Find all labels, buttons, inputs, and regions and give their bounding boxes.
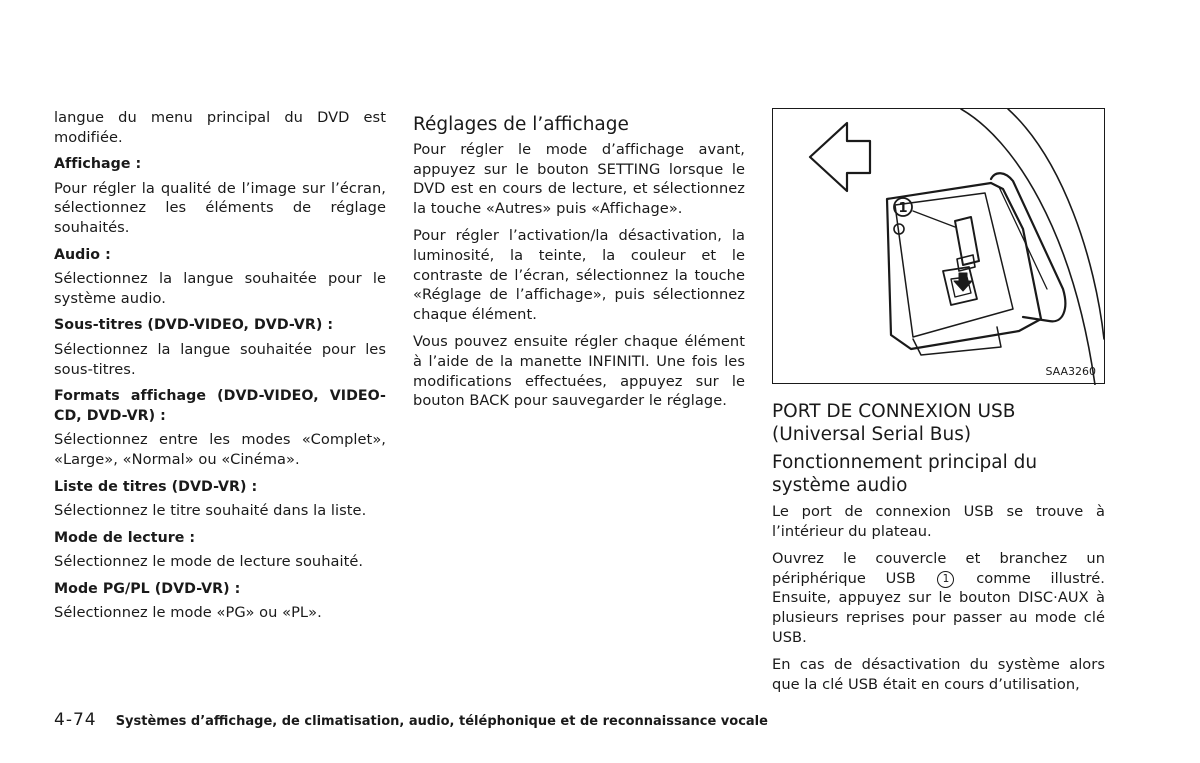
paragraph: Le port de connexion USB se trouve à l’intérieur du plateau.	[772, 503, 1105, 540]
page-footer	[54, 710, 768, 730]
section-text: Pour régler la qualité de l’image sur l’écran, sélectionnez les éléments de réglage souhaités.	[54, 179, 386, 236]
paragraph: Pour régler l’activation/la désactivation, la luminosité, la teinte, la couleur et le contraste de l’écran, sélectionnez la touche «Réglage de l’affichage», puis sélectionnez chaque élément.	[413, 227, 745, 323]
section-label: Audio :	[54, 246, 111, 263]
text-run: comme illustré. Ensuite, appuyez sur le bouton DISC·AUX à plusieurs reprises pour passer au mode clé USB.	[772, 569, 1105, 646]
section-label: Formats affichage (DVD-VIDEO, VIDEO-CD, DVD-VR) :	[54, 388, 386, 424]
paragraph	[772, 549, 1105, 647]
section-label: Liste de titres (DVD-VR) :	[54, 478, 258, 495]
page-number: 4-74	[54, 710, 97, 730]
section-label: Mode PG/PL (DVD-VR) :	[54, 580, 241, 597]
section-sous-titres	[54, 316, 386, 379]
paragraph: Vous pouvez ensuite régler chaque élément à l’aide de la manette INFINITI. Une fois les modifications effectuées, appuyez sur le bouton BACK pour sauvegarder le réglage.	[413, 333, 745, 410]
display-settings-heading: Réglages de l’affichage	[413, 114, 629, 135]
paragraph: Pour régler le mode d’affichage avant, appuyez sur le bouton SETTING lorsque le DVD est en cours de lecture, et sélectionnez la touche «Autres» puis «Affichage».	[413, 141, 745, 217]
front-arrow-icon	[810, 123, 870, 191]
section-mode-lecture	[54, 529, 386, 572]
text-run: Ouvrez le couvercle et branchez un périphérique USB	[772, 550, 1105, 587]
section-liste-titres	[54, 478, 386, 521]
intro-text: langue du menu principal du DVD est modifiée.	[54, 109, 386, 146]
usb-port-heading: PORT DE CONNEXION USB (Universal Serial Bus)	[772, 401, 1016, 445]
chapter-title: Systèmes d’affichage, de climatisation, audio, téléphonique et de reconnaissance vocale	[115, 714, 768, 729]
section-text: Sélectionnez entre les modes «Complet», «Large», «Normal» ou «Cinéma».	[54, 431, 386, 468]
section-mode-pg-pl	[54, 580, 386, 623]
callout-number: 1	[898, 201, 908, 216]
section-label: Mode de lecture :	[54, 529, 196, 546]
section-text: Sélectionnez le mode de lecture souhaité.	[54, 553, 364, 571]
section-label: Sous-titres (DVD-VIDEO, DVD-VR) :	[54, 317, 334, 334]
right-column	[772, 108, 1105, 702]
section-text: Sélectionnez le mode «PG» ou «PL».	[54, 604, 322, 622]
figure-code: SAA3260	[1045, 365, 1096, 378]
section-text: Sélectionnez la langue souhaitée pour les sous-titres.	[54, 340, 386, 378]
section-audio	[54, 246, 386, 309]
middle-column	[413, 108, 745, 419]
section-text: Sélectionnez la langue souhaitée pour le système audio.	[54, 270, 386, 307]
section-affichage	[54, 155, 386, 237]
audio-operation-heading: Fonctionnement principal du système audio	[772, 452, 1038, 496]
section-text: Sélectionnez le titre souhaité dans la liste.	[54, 502, 367, 520]
section-formats-affichage	[54, 387, 386, 469]
usb-port-illustration	[772, 108, 1105, 384]
paragraph: En cas de désactivation du système alors que la clé USB était en cours d’utilisation,	[772, 656, 1105, 693]
usb-diagram-drawing	[773, 109, 1106, 385]
section-label: Affichage :	[54, 156, 142, 173]
left-column	[54, 108, 386, 631]
callout-1-icon: 1	[937, 571, 954, 588]
